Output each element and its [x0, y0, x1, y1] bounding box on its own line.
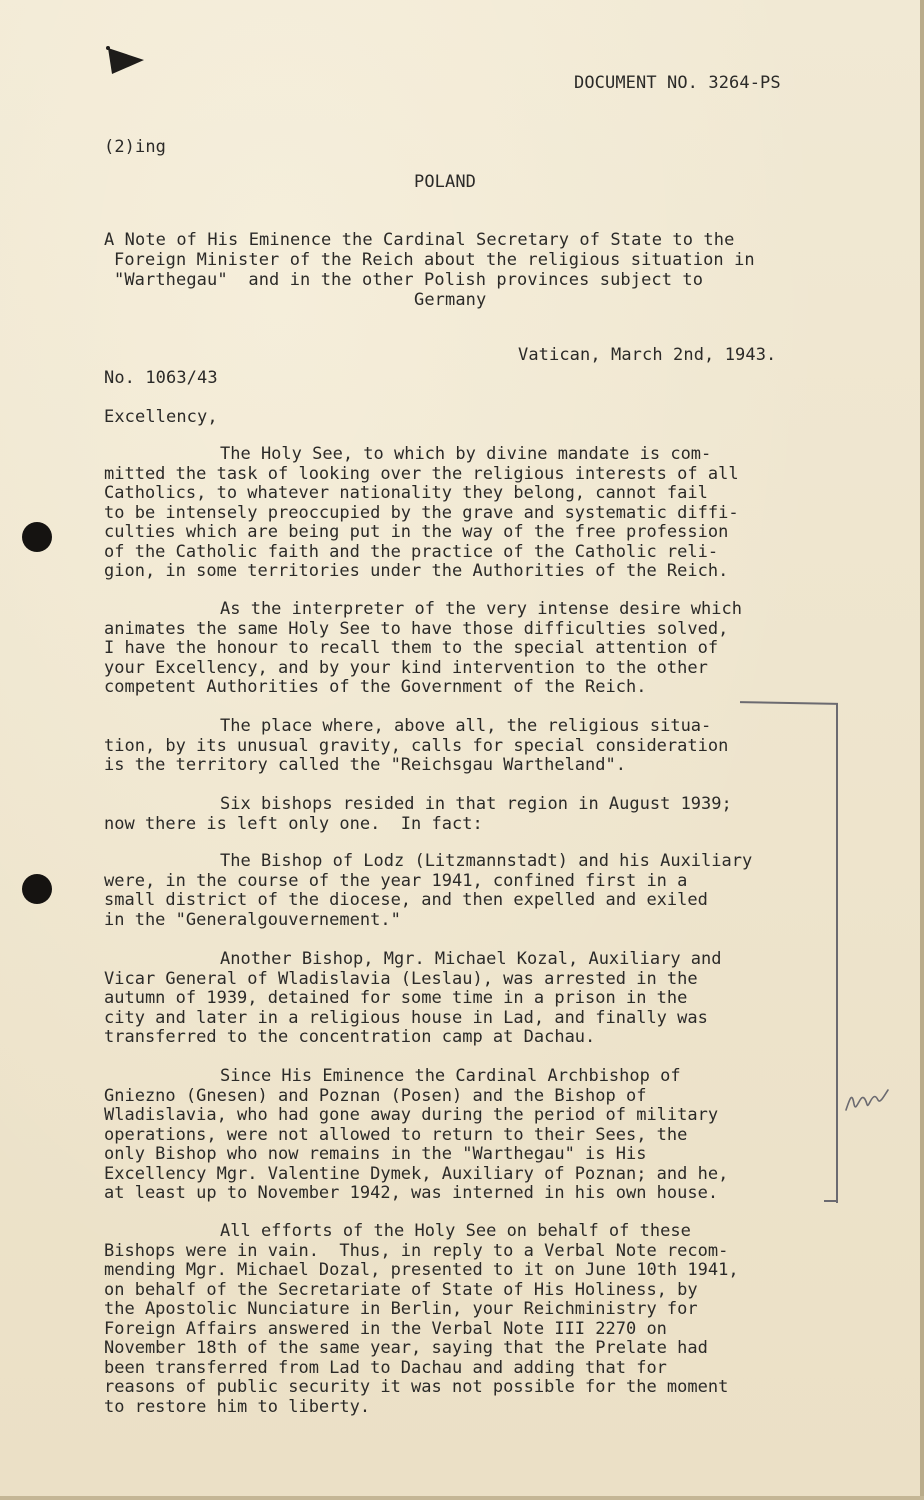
text-line: operations, were not allowed to return to their Sees, the	[104, 1124, 688, 1145]
subject-line: "Warthegau" and in the other Polish provinces subject to	[114, 270, 704, 290]
text-line: transferred to the concentration camp at Dachau.	[104, 1027, 596, 1047]
paragraph	[104, 1067, 824, 1204]
paragraph	[104, 950, 824, 1048]
country-heading: POLAND	[414, 172, 477, 192]
text-line: competent Authorities of the Government of the Reich.	[104, 677, 647, 697]
text-line: to restore him to liberty.	[104, 1396, 371, 1417]
dateline: Vatican, March 2nd, 1943.	[518, 345, 777, 365]
text-line: city and later in a religious house in Lad, and finally was	[104, 1007, 708, 1028]
text-line: As the interpreter of the very intense desire which	[220, 599, 742, 619]
text-line: on behalf of the Secretariate of State of His Holiness, by	[104, 1279, 698, 1300]
text-line: your Excellency, and by your kind intervention to the other	[104, 657, 708, 678]
text-line: The Holy See, to which by divine mandate is com-	[220, 444, 712, 464]
text-line: Catholics, to whatever nationality they belong, cannot fail	[104, 483, 708, 503]
text-line: Excellency Mgr. Valentine Dymek, Auxiliary of Poznan; and he,	[104, 1163, 729, 1184]
paragraph	[104, 795, 824, 834]
text-line: to be intensely preoccupied by the grave and systematic diffi-	[104, 502, 739, 523]
text-line: Foreign Affairs answered in the Verbal Note III 2270 on	[104, 1318, 667, 1339]
punch-hole	[22, 522, 52, 552]
arrow-mark-icon	[104, 44, 150, 78]
paragraph	[104, 445, 824, 582]
text-line: culties which are being put in the way of the free profession	[104, 522, 729, 542]
text-line: only Bishop who now remains in the "Warthegau" is His	[104, 1144, 647, 1164]
salutation: Excellency,	[104, 407, 218, 427]
text-line: animates the same Holy See to have those difficulties solved,	[104, 618, 729, 639]
paragraph	[104, 600, 824, 698]
subject-line: A Note of His Eminence the Cardinal Secretary of State to the	[104, 230, 735, 250]
text-line: mending Mgr. Michael Dozal, presented to it on June 10th 1941,	[104, 1260, 739, 1280]
text-line: is the territory called the "Reichsgau Wartheland".	[104, 755, 626, 775]
text-line: Six bishops resided in that region in August 1939;	[220, 794, 732, 814]
punch-hole	[22, 874, 52, 904]
text-line: of the Catholic faith and the practice of the Catholic reli-	[104, 541, 719, 562]
text-line: autumn of 1939, detained for some time in a prison in the	[104, 988, 688, 1008]
text-line: tion, by its unusual gravity, calls for special consideration	[104, 735, 729, 756]
page-edge	[0, 1496, 924, 1500]
margin-scribble-icon	[842, 1080, 892, 1120]
note-number: No. 1063/43	[104, 368, 218, 388]
page-edge	[920, 0, 924, 1500]
text-line: were, in the course of the year 1941, confined first in a	[104, 870, 688, 891]
text-line: Vicar General of Wladislavia (Leslau), was arrested in the	[104, 968, 698, 989]
text-line: I have the honour to recall them to the special attention of	[104, 638, 719, 658]
text-line: at least up to November 1942, was interned in his own house.	[104, 1183, 719, 1203]
text-line: small district of the diocese, and then expelled and exiled	[104, 890, 708, 910]
document-number: DOCUMENT NO. 3264-PS	[574, 73, 781, 93]
text-line: Wladislavia, who had gone away during the period of military	[104, 1105, 719, 1125]
text-line: the Apostolic Nunciature in Berlin, your Reichministry for	[104, 1299, 698, 1319]
text-line: Bishops were in vain. Thus, in reply to a Verbal Note recom-	[104, 1240, 729, 1261]
paragraph	[104, 852, 824, 930]
subject-line: Germany	[414, 290, 487, 310]
text-line: Since His Eminence the Cardinal Archbishop of	[220, 1066, 681, 1086]
text-line: The place where, above all, the religious situa-	[220, 716, 712, 736]
text-line: gion, in some territories under the Authorities of the Reich.	[104, 561, 729, 581]
paragraph	[104, 1222, 824, 1417]
paragraph	[104, 717, 824, 776]
text-line: All efforts of the Holy See on behalf of these	[220, 1221, 691, 1241]
text-line: Another Bishop, Mgr. Michael Kozal, Auxiliary and	[220, 949, 722, 969]
subject-line: Foreign Minister of the Reich about the religious situation in	[114, 250, 755, 270]
text-line: in the "Generalgouvernement."	[104, 909, 401, 930]
text-line: November 18th of the same year, saying that the Prelate had	[104, 1338, 708, 1358]
text-line: mitted the task of looking over the religious interests of all	[104, 463, 739, 484]
text-line: The Bishop of Lodz (Litzmannstadt) and his Auxiliary	[220, 851, 753, 871]
text-line: now there is left only one. In fact:	[104, 813, 483, 834]
text-line: Gniezno (Gnesen) and Poznan (Posen) and the Bishop of	[104, 1085, 647, 1106]
text-line: been transferred from Lad to Dachau and adding that for	[104, 1357, 667, 1378]
reference-code: (2)ing	[104, 137, 167, 157]
text-line: reasons of public security it was not possible for the moment	[104, 1377, 729, 1397]
